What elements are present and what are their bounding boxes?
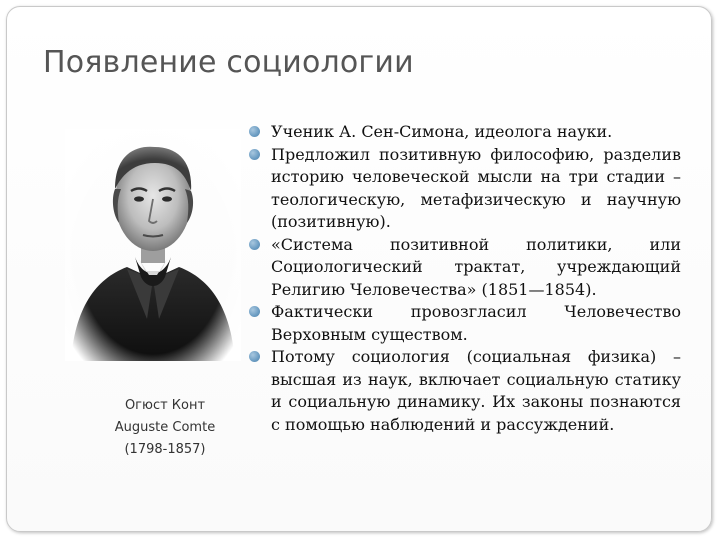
list-item xyxy=(247,144,681,234)
portrait-image xyxy=(65,129,241,361)
round-bullet-icon xyxy=(249,306,260,317)
list-item xyxy=(247,121,681,144)
slide-title: Появление социологии xyxy=(43,45,414,80)
round-bullet-icon xyxy=(249,126,260,137)
list-item xyxy=(247,346,681,436)
round-bullet-icon xyxy=(249,149,260,160)
bullet-text: Фактически провозгласил Человечество Верховным существом. xyxy=(271,302,681,344)
caption-name-fr: Auguste Comte xyxy=(114,420,216,435)
list-item xyxy=(247,234,681,302)
round-bullet-icon xyxy=(249,351,260,362)
round-bullet-icon xyxy=(249,239,260,250)
bullet-text: Предложил позитивную философию, разделив историю человеческой мысли на три стадии – теологическую, метафизическую и научную (позитивную). xyxy=(271,144,681,231)
caption-name-ru: Огюст Конт xyxy=(124,398,206,413)
bullet-text: Потому социология (социальная физика) – высшая из наук, включает социальную статику и социальную динамику. Их законы познаются с помощью наблюдений и рассуждений. xyxy=(271,347,681,434)
list-item xyxy=(247,301,681,346)
bullet-text: Ученик А. Сен-Симона, идеолога науки. xyxy=(271,122,613,141)
portrait-caption xyxy=(99,395,231,461)
caption-years: (1798-1857) xyxy=(124,442,206,457)
bullet-text: «Система позитивной политики, или Социологический трактат, учреждающий Религию Человечества» (1851—1854). xyxy=(271,234,681,299)
slide-frame xyxy=(6,6,712,532)
bullet-list xyxy=(247,121,681,436)
